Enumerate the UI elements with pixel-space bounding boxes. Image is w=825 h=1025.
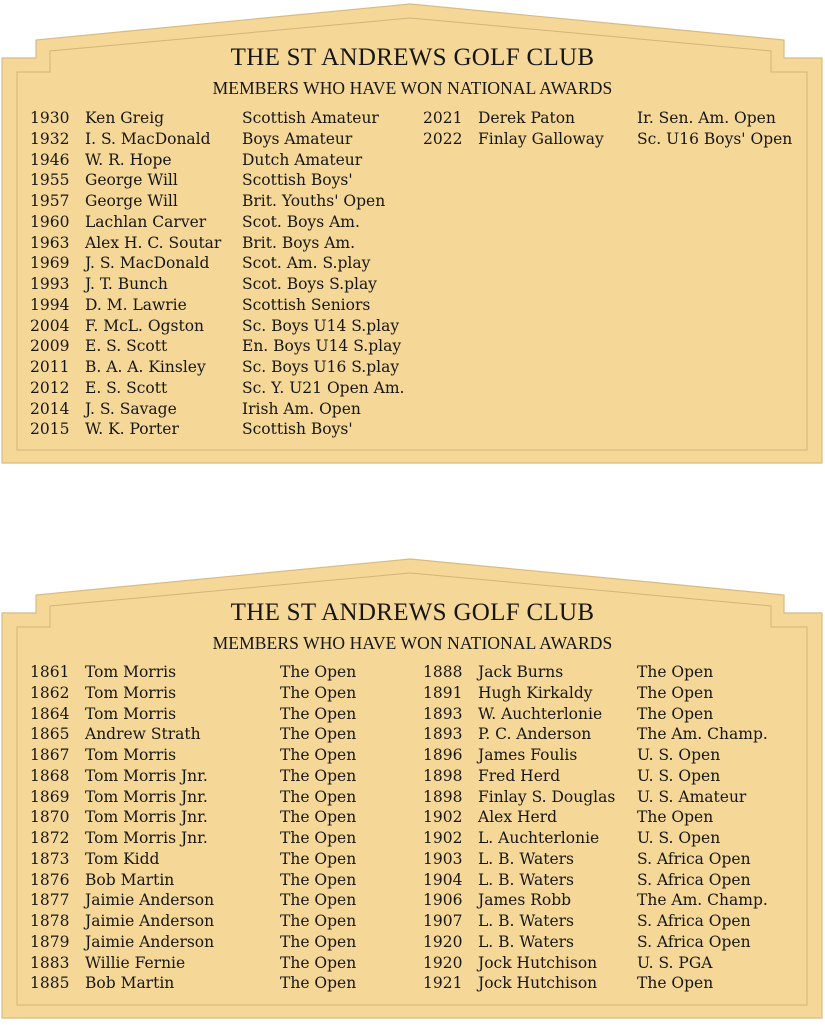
award-winner: Tom Morris Jnr. xyxy=(85,808,208,827)
award-winner: James Foulis xyxy=(478,746,578,764)
award-winner: Jaimie Anderson xyxy=(85,912,215,930)
award-winner: Tom Morris Jnr. xyxy=(85,829,208,847)
award-title: Sc. Boys U14 S.play xyxy=(242,316,400,335)
award-title: S. Africa Open xyxy=(637,849,751,868)
award-winner: L. B. Waters xyxy=(478,870,574,889)
award-title: Brit. Youths' Open xyxy=(242,192,386,210)
award-year: 1888 xyxy=(423,663,463,681)
award-year: 1907 xyxy=(423,912,463,930)
award-year: 2011 xyxy=(30,358,70,376)
award-year: 1877 xyxy=(30,891,70,910)
award-year: 1885 xyxy=(30,974,70,993)
award-title: The Open xyxy=(280,849,357,868)
award-year: 1930 xyxy=(30,109,70,127)
award-title: The Open xyxy=(280,704,357,723)
plaque-subtitle: MEMBERS WHO HAVE WON NATIONAL AWARDS xyxy=(212,633,613,653)
award-year: 1994 xyxy=(30,295,70,314)
award-winner: Jaimie Anderson xyxy=(85,891,215,910)
award-title: Scottish Boys' xyxy=(242,420,353,439)
award-winner: L. Auchterlonie xyxy=(478,829,600,847)
award-title: The Open xyxy=(280,808,357,827)
award-year: 1932 xyxy=(30,129,70,148)
award-winner: Tom Morris xyxy=(85,683,177,702)
award-winner: W. Auchterlonie xyxy=(478,704,603,723)
award-title: The Open xyxy=(280,932,357,951)
award-year: 2012 xyxy=(30,378,70,397)
award-title: The Open xyxy=(280,912,357,930)
award-winner: George Will xyxy=(85,192,178,210)
award-year: 1868 xyxy=(30,766,70,785)
award-title: Irish Am. Open xyxy=(242,399,361,418)
award-title: The Open xyxy=(280,870,357,889)
award-year: 1955 xyxy=(30,171,70,190)
award-title: The Open xyxy=(637,808,714,827)
award-title: The Open xyxy=(280,746,357,764)
award-year: 2009 xyxy=(30,337,70,356)
award-title: U. S. Open xyxy=(637,766,721,785)
award-winner: Fred Herd xyxy=(478,766,561,785)
award-winner: I. S. MacDonald xyxy=(85,129,211,148)
award-title: U. S. PGA xyxy=(637,953,713,972)
award-winner: Jock Hutchison xyxy=(478,974,598,993)
award-year: 1898 xyxy=(423,787,463,806)
award-year: 1906 xyxy=(423,891,463,910)
award-title: Scot. Boys S.play xyxy=(242,275,377,293)
award-year: 2021 xyxy=(423,109,463,127)
award-year: 2004 xyxy=(30,316,70,335)
award-winner: D. M. Lawrie xyxy=(85,295,187,314)
award-winner: Andrew Strath xyxy=(85,725,201,744)
award-year: 1893 xyxy=(423,725,463,744)
award-year: 1865 xyxy=(30,725,70,744)
award-winner: Tom Kidd xyxy=(85,849,160,868)
award-year: 1861 xyxy=(30,663,70,681)
plaque-title: THE ST ANDREWS GOLF CLUB xyxy=(230,44,595,71)
award-winner: J. S. Savage xyxy=(85,399,177,418)
award-title: The Open xyxy=(280,974,357,993)
award-title: Scottish Boys' xyxy=(242,171,353,190)
award-title: En. Boys U14 S.play xyxy=(242,337,402,356)
award-title: Sc. Y. U21 Open Am. xyxy=(242,378,405,397)
award-year: 1898 xyxy=(423,766,463,785)
award-year: 1883 xyxy=(30,953,70,972)
award-title: Scottish Amateur xyxy=(242,109,379,127)
award-year: 1920 xyxy=(423,932,463,951)
award-title: The Open xyxy=(637,663,714,681)
award-year: 1879 xyxy=(30,932,70,951)
award-winner: J. T. Bunch xyxy=(85,275,168,293)
award-title: S. Africa Open xyxy=(637,932,751,951)
award-winner: L. B. Waters xyxy=(478,849,574,868)
award-year: 1903 xyxy=(423,849,463,868)
award-year: 1870 xyxy=(30,808,70,827)
award-title: The Open xyxy=(280,725,357,744)
award-title: Ir. Sen. Am. Open xyxy=(637,109,776,127)
award-winner: Derek Paton xyxy=(478,109,576,127)
award-winner: W. R. Hope xyxy=(85,150,172,169)
award-title: Dutch Amateur xyxy=(242,150,363,169)
award-winner: Willie Fernie xyxy=(85,953,186,972)
award-title: U. S. Open xyxy=(637,746,721,764)
award-year: 1963 xyxy=(30,233,70,252)
award-winner: Tom Morris xyxy=(85,704,177,723)
award-winner: Alex Herd xyxy=(478,808,558,827)
award-winner: W. K. Porter xyxy=(85,420,179,439)
award-title: Scottish Seniors xyxy=(242,295,371,314)
award-title: The Open xyxy=(280,787,357,806)
award-title: Boys Amateur xyxy=(242,129,353,148)
award-title: The Open xyxy=(280,891,357,910)
award-year: 2022 xyxy=(423,129,463,148)
award-winner: E. S. Scott xyxy=(85,337,168,356)
award-year: 2015 xyxy=(30,420,70,439)
award-title: The Am. Champ. xyxy=(637,891,768,910)
award-winner: E. S. Scott xyxy=(85,378,168,397)
award-winner: Alex H. C. Soutar xyxy=(85,233,222,252)
award-year: 1920 xyxy=(423,953,463,972)
award-title: Scot. Am. S.play xyxy=(242,254,371,273)
award-winner: F. McL. Ogston xyxy=(85,316,205,335)
award-year: 1946 xyxy=(30,150,70,169)
award-winner: Jaimie Anderson xyxy=(85,932,215,951)
plaque-historic-awards xyxy=(0,555,825,1025)
award-title: S. Africa Open xyxy=(637,870,751,889)
award-title: The Open xyxy=(280,683,357,702)
award-winner: J. S. MacDonald xyxy=(85,254,210,273)
award-year: 1873 xyxy=(30,849,70,868)
award-winner: Finlay S. Douglas xyxy=(478,787,616,806)
award-winner: Tom Morris xyxy=(85,663,177,681)
award-title: U. S. Amateur xyxy=(637,787,747,806)
award-winner: Tom Morris Jnr. xyxy=(85,766,208,785)
award-title: U. S. Open xyxy=(637,829,721,847)
award-year: 1902 xyxy=(423,808,463,827)
award-year: 1893 xyxy=(423,704,463,723)
award-winner: George Will xyxy=(85,171,178,190)
award-title: The Open xyxy=(280,829,357,847)
award-winner: Bob Martin xyxy=(85,870,175,889)
award-title: The Open xyxy=(280,663,357,681)
award-title: The Open xyxy=(637,974,714,993)
award-year: 1864 xyxy=(30,704,70,723)
award-year: 1869 xyxy=(30,787,70,806)
award-title: The Open xyxy=(637,683,714,702)
award-winner: Finlay Galloway xyxy=(478,129,604,148)
award-title: The Open xyxy=(280,766,357,785)
award-year: 1867 xyxy=(30,746,70,764)
award-winner: Bob Martin xyxy=(85,974,175,993)
award-year: 1921 xyxy=(423,974,463,993)
award-winner: L. B. Waters xyxy=(478,912,574,930)
award-winner: L. B. Waters xyxy=(478,932,574,951)
award-title: Sc. U16 Boys' Open xyxy=(637,129,793,148)
award-year: 1876 xyxy=(30,870,70,889)
award-year: 1862 xyxy=(30,683,70,702)
award-year: 2014 xyxy=(30,399,70,418)
plaque-subtitle: MEMBERS WHO HAVE WON NATIONAL AWARDS xyxy=(212,78,613,98)
award-title: The Open xyxy=(637,704,714,723)
award-winner: Hugh Kirkaldy xyxy=(478,683,593,702)
plaque-title: THE ST ANDREWS GOLF CLUB xyxy=(230,599,595,626)
award-winner: Ken Greig xyxy=(85,109,165,127)
award-title: Sc. Boys U16 S.play xyxy=(242,358,400,376)
award-winner: Lachlan Carver xyxy=(85,212,207,231)
award-title: Scot. Boys Am. xyxy=(242,212,360,231)
award-year: 1891 xyxy=(423,683,463,702)
award-winner: Tom Morris xyxy=(85,746,177,764)
award-winner: James Robb xyxy=(478,891,572,910)
award-title: The Open xyxy=(280,953,357,972)
award-winner: Tom Morris Jnr. xyxy=(85,787,208,806)
award-year: 1872 xyxy=(30,829,70,847)
award-year: 1902 xyxy=(423,829,463,847)
award-winner: B. A. A. Kinsley xyxy=(85,358,206,376)
award-title: Brit. Boys Am. xyxy=(242,233,356,252)
award-title: S. Africa Open xyxy=(637,912,751,930)
award-title: The Am. Champ. xyxy=(637,725,768,744)
award-year: 1957 xyxy=(30,192,70,210)
award-year: 1969 xyxy=(30,254,70,273)
award-year: 1960 xyxy=(30,212,70,231)
plaque-recent-awards xyxy=(0,0,825,470)
award-winner: P. C. Anderson xyxy=(478,725,592,744)
award-year: 1993 xyxy=(30,275,70,293)
award-winner: Jock Hutchison xyxy=(478,953,598,972)
award-year: 1904 xyxy=(423,870,463,889)
award-winner: Jack Burns xyxy=(478,663,564,681)
award-year: 1896 xyxy=(423,746,463,764)
award-year: 1878 xyxy=(30,912,70,930)
